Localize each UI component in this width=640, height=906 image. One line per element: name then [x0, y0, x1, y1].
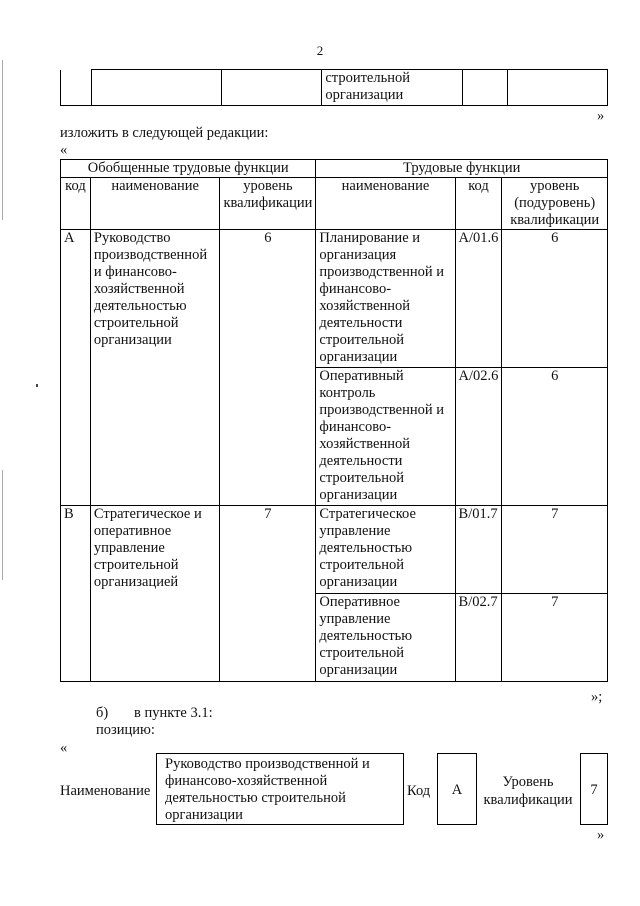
open-quote-b: « — [60, 740, 68, 756]
level-value: 7 — [590, 782, 598, 798]
scan-edge-mark — [2, 470, 3, 580]
code-value: A — [451, 782, 463, 798]
top-cell-6 — [508, 70, 608, 106]
level-value-box — [580, 753, 608, 825]
function-code: B/02.7 — [455, 594, 502, 682]
code-label: Код — [407, 783, 431, 799]
function-name: Оперативный контроль производственной и финансово-хозяйственной деятельности строительной организации — [316, 368, 455, 506]
top-cell-1 — [61, 70, 92, 106]
function-level: 6 — [502, 368, 608, 506]
function-name: Оперативное управление деятельностью строительной организации — [316, 594, 455, 682]
group-code: B — [61, 506, 91, 682]
group-name: Стратегическое и оперативное управление строительной организацией — [90, 506, 220, 682]
group-level: 7 — [220, 506, 316, 682]
position-label: позицию: — [96, 722, 155, 738]
level-label: Уровень квалификации — [483, 774, 573, 808]
scan-edge-mark — [2, 60, 3, 220]
top-cell-4 — [322, 70, 462, 106]
main-table — [60, 159, 608, 682]
group-code: A — [61, 230, 91, 506]
function-name: Планирование и организация производственной и финансово-хозяйственной деятельности строительной организации — [316, 230, 455, 368]
item-b-label: б) — [96, 705, 109, 721]
name-value: Руководство производственной и финансово-хозяйственной деятельностью строительной организации — [165, 756, 370, 823]
function-level: 7 — [502, 506, 608, 594]
close-quote-bottom: » — [597, 827, 605, 843]
intro-text: изложить в следующей редакции: — [60, 125, 269, 141]
top-cell-2 — [92, 70, 222, 106]
code-value-box — [437, 753, 477, 825]
col-name2: наименование — [316, 178, 455, 230]
function-name: Стратегическое управление деятельностью строительной организации — [316, 506, 455, 594]
function-code: A/02.6 — [455, 368, 502, 506]
function-code: A/01.6 — [455, 230, 502, 368]
name-value-box — [156, 753, 404, 825]
page-number: 2 — [316, 43, 324, 58]
top-table-fragment — [60, 69, 608, 106]
col-code2: код — [455, 178, 502, 230]
top-cell-5 — [462, 70, 507, 106]
col-name: наименование — [90, 178, 220, 230]
function-level: 7 — [502, 594, 608, 682]
col-code: код — [61, 178, 91, 230]
group-level: 6 — [220, 230, 316, 506]
top-cell-3 — [222, 70, 322, 106]
header-functions: Трудовые функции — [316, 160, 608, 178]
scan-dot — [36, 384, 38, 387]
close-quote-top: » — [597, 108, 605, 124]
name-label: Наименование — [60, 783, 151, 799]
top-cell-text: строительной организации — [325, 70, 410, 103]
open-quote: « — [60, 142, 68, 158]
header-generalized: Обобщенные трудовые функции — [61, 160, 316, 178]
group-name: Руководство производственной и финансово-хозяйственной деятельностью строительной организации — [90, 230, 220, 506]
col-level: уровень квалификации — [220, 178, 316, 230]
close-quote-main: »; — [591, 689, 603, 705]
function-code: B/01.7 — [455, 506, 502, 594]
item-b-text: в пункте 3.1: — [134, 705, 213, 721]
function-level: 6 — [502, 230, 608, 368]
col-sublevel: уровень (подуровень) квалификации — [502, 178, 608, 230]
